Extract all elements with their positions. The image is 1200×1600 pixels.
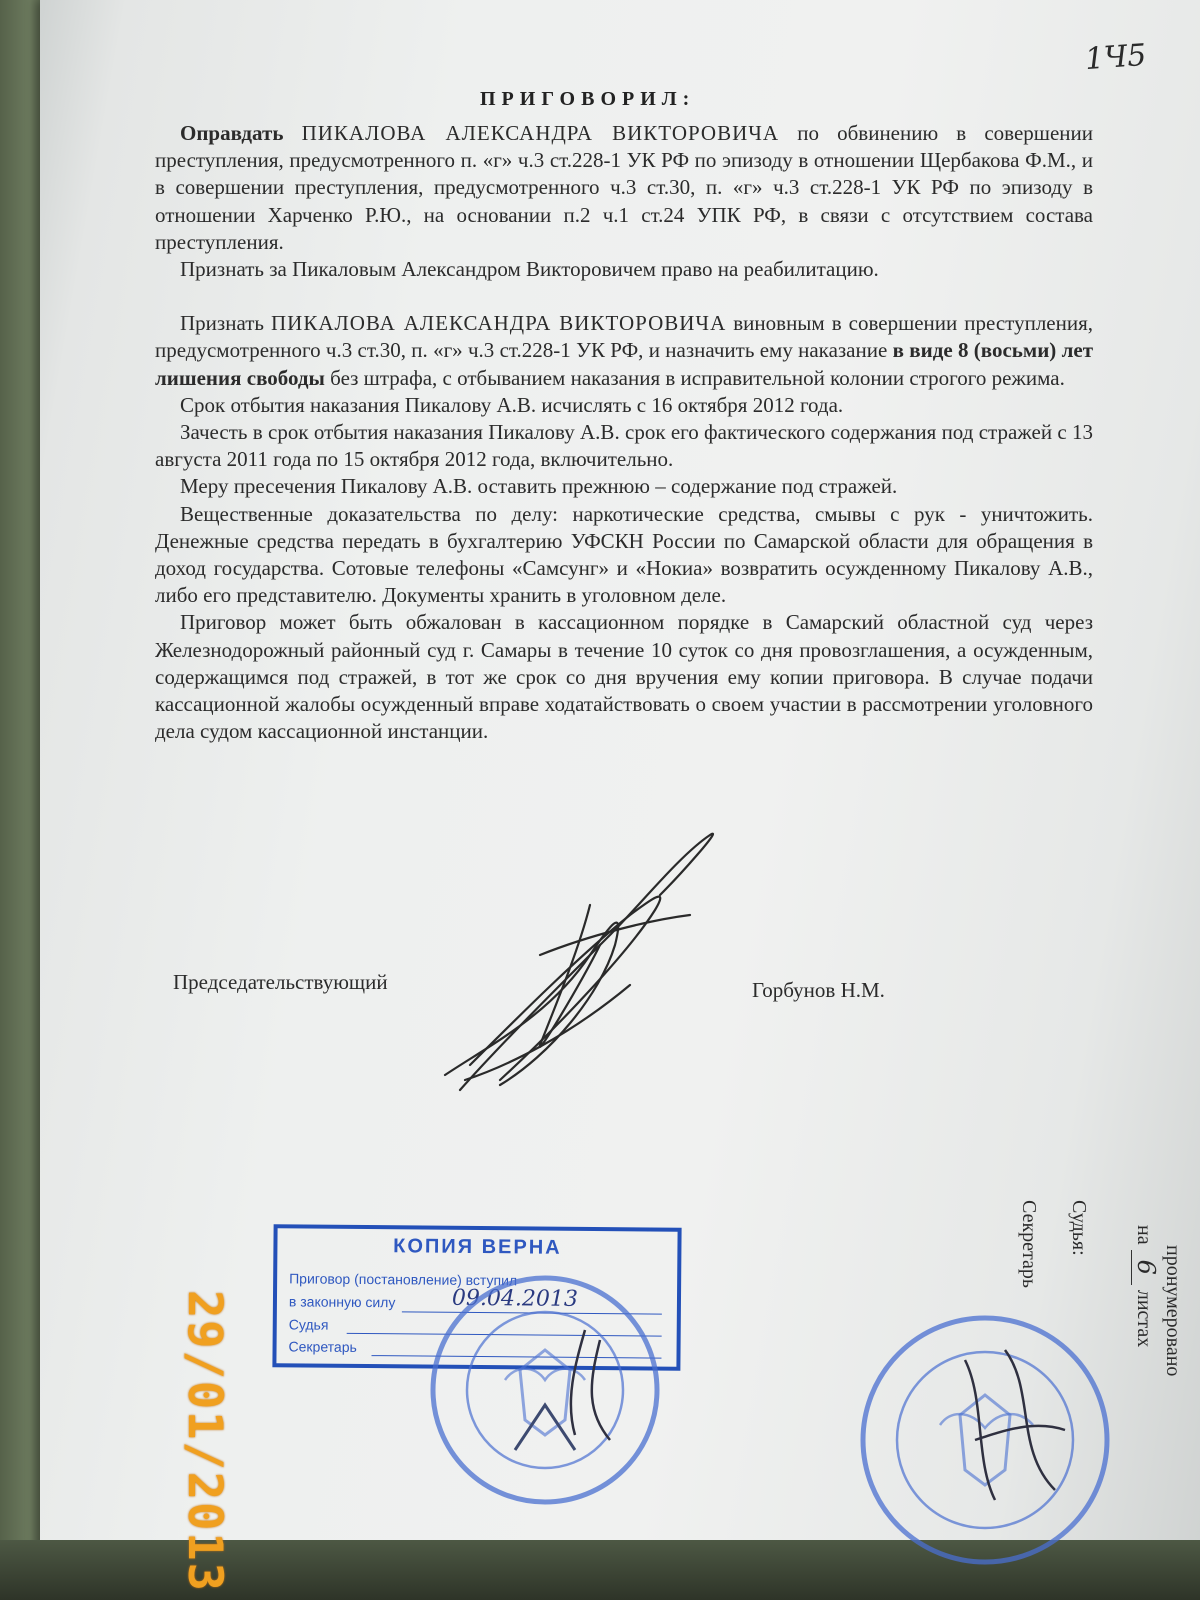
acquit-word: Оправдать: [180, 121, 284, 145]
stamp-line-verdict: Приговор (постановление) вступил: [289, 1270, 518, 1289]
margin-sheets-suffix: листах: [1133, 1289, 1155, 1348]
defendant-name: ПИКАЛОВА АЛЕКСАНДРА ВИКТОРОВИЧА: [301, 121, 780, 145]
paragraph-guilty: [155, 310, 1093, 392]
judge-name: Горбунов Н.М.: [752, 978, 885, 1002]
guilty-end: без штрафа, с отбыванием наказания в исправительной колонии строгого режима.: [330, 365, 1065, 390]
paragraph-appeal: Приговор может быть обжалован в кассационном порядке в Самарский областной суд через Железнодорожный районный суд г. Самары в течение 10 суток со дня провозглашения, а осужденным, содержащимся под стражей, в тот же срок со дня вручения ему копии приговора. В случае подачи кассационной жалобы осужденный вправе ходатайствовать о своем участии в рассмотрении уголовного дела судом кассационной инстанции.: [155, 610, 1093, 744]
paragraph-term-start: Срок отбытия наказания Пикалову А.В. исчислять с 16 октября 2012 года.: [180, 392, 844, 417]
page-number-handwritten: 1Ч5: [1083, 37, 1148, 78]
paragraph-evidence: Вещественные доказательства по делу: наркотические средства, смывы с рук - уничтожить. Денежные средства передать в бухгалтерию УФСКН России по Самарской области для обращения в доход государства. Сотовые телефоны «Самсунг» и «Нокиа» возвратить осужденному Пикалову А.В., либо его представителю. Документы хранить в уголовном деле.: [155, 501, 1093, 608]
paragraph-restraint: Меру пресечения Пикалову А.В. оставить прежнюю – содержание под стражей.: [180, 474, 898, 499]
margin-sheets-count: 6: [1131, 1250, 1160, 1285]
margin-judge-label: Судья:: [1068, 1200, 1090, 1256]
verdict-body: [155, 120, 1093, 745]
judge-signature: [440, 815, 740, 1115]
stamp-line-secretary: Секретарь: [288, 1338, 357, 1355]
stamp-title: КОПИЯ ВЕРНА: [393, 1235, 562, 1259]
verdict-heading: ПРИГОВОРИЛ:: [480, 88, 696, 110]
court-seal-left: [425, 1270, 665, 1510]
guilty-text: виновным в совершении преступления, предусмотренного ч.3 ст.30, п. «г» ч.3 ст.228-1 УК РФ, и назначить ему наказание: [155, 311, 1094, 363]
stamp-line-force: в законную силу: [288, 1293, 396, 1311]
presiding-label: Председательствующий: [173, 970, 388, 994]
margin-sheets-line: [1132, 1225, 1160, 1347]
court-seal-right: [855, 1310, 1115, 1570]
paragraph-acquittal: [155, 120, 1093, 256]
guilty-start: Признать: [180, 311, 264, 336]
paragraph-credit: Зачесть в срок отбытия наказания Пикалову А.В. срок его фактического содержания под стражей с 13 августа 2011 года по 15 октября 2012 года, включительно.: [155, 420, 1093, 472]
paragraph-rehabilitation: Признать за Пикаловым Александром Викторовичем право на реабилитацию.: [180, 257, 879, 282]
camera-date-overlay: 29/01/2013: [177, 1290, 232, 1593]
margin-secretary-label: Секретарь: [1018, 1200, 1040, 1289]
sentence-term: в виде 8 (восьми) лет лишения свободы: [155, 338, 1094, 390]
margin-numbered-label: пронумеровано: [1162, 1245, 1184, 1377]
stamp-line-judge: Судья: [288, 1316, 329, 1333]
acquittal-text: по обвинению в совершении преступления, предусмотренного п. «г» ч.3 ст.228-1 УК РФ по эпизоду в отношении Щербакова Ф.М., и в совершении преступления, предусмотренного ч.3 ст.30, п. «г» ч.3 ст.228-1 УК РФ по эпизоду в отношении Харченко Р.Ю., на основании п.2 ч.1 ст.24 УПК РФ, в связи с отсутствием состава преступления.: [155, 121, 1093, 254]
paragraph-gap: [155, 283, 1093, 310]
defendant-name-2: ПИКАЛОВА АЛЕКСАНДРА ВИКТОРОВИЧА: [271, 311, 727, 336]
margin-sheets-prefix: на: [1133, 1225, 1155, 1245]
stamp-date-handwritten: 09.04.2013: [451, 1285, 579, 1312]
